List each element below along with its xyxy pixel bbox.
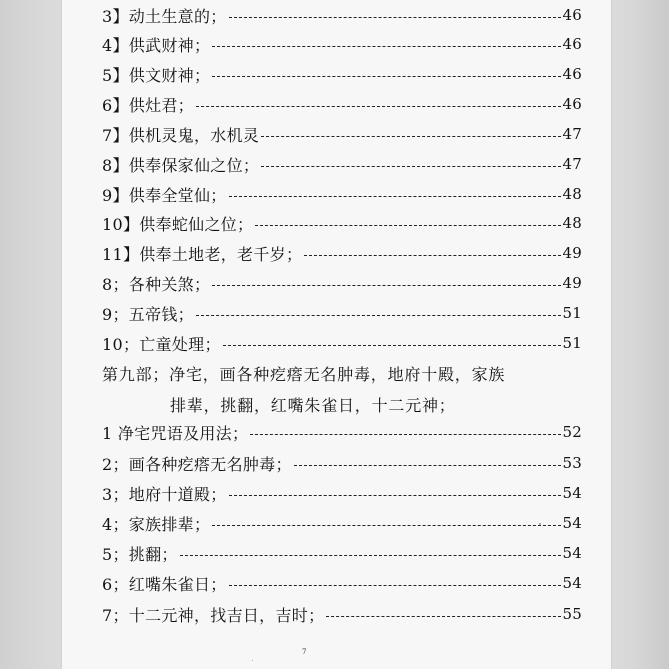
toc-entry bbox=[102, 271, 582, 295]
toc-entry-label: 8；各种关煞； bbox=[102, 274, 211, 294]
toc-entry-page: 47 bbox=[562, 155, 582, 173]
toc-entry-label: 7】供机灵鬼，水机灵 bbox=[102, 125, 260, 145]
toc-entry bbox=[102, 241, 582, 265]
toc-dot-leader bbox=[212, 525, 560, 526]
toc-entry bbox=[102, 3, 582, 27]
toc-entry-page: 53 bbox=[562, 454, 582, 472]
toc-entry-label: 4】供武财神； bbox=[102, 35, 211, 55]
toc-entry-label: 1 净宅咒语及用法； bbox=[102, 423, 249, 443]
toc-dot-leader bbox=[212, 76, 560, 77]
toc-entry bbox=[102, 182, 582, 206]
toc-dot-leader bbox=[229, 17, 561, 18]
toc-entry-page: 49 bbox=[562, 274, 582, 292]
toc-entry-page: 48 bbox=[562, 214, 582, 232]
toc-entry-page: 52 bbox=[562, 423, 582, 441]
toc-dot-leader bbox=[212, 285, 560, 286]
toc-entry-page: 46 bbox=[562, 35, 582, 53]
toc-entry-page: 54 bbox=[562, 544, 582, 562]
toc-entry-label: 10】供奉蛇仙之位； bbox=[102, 214, 254, 234]
toc-entry-label: 5；挑翻； bbox=[102, 544, 178, 564]
toc-dot-leader bbox=[223, 345, 561, 346]
toc-dot-leader bbox=[180, 555, 561, 556]
toc-entry-page: 54 bbox=[562, 574, 582, 592]
toc-entry-label: 3】动土生意的； bbox=[102, 6, 227, 26]
toc-entry-label: 7；十二元神，找吉日，吉时； bbox=[102, 605, 325, 625]
toc-entry-label: 4；家族排辈； bbox=[102, 514, 211, 534]
toc-entry-page: 47 bbox=[562, 125, 582, 143]
toc-dot-leader bbox=[212, 46, 560, 47]
toc-entry-label: 2；画各种疙瘩无名肿毒； bbox=[102, 454, 292, 474]
toc-entry-page: 54 bbox=[562, 514, 582, 532]
toc-entry-label: 6】供灶君； bbox=[102, 95, 194, 115]
toc-dot-leader bbox=[229, 196, 561, 197]
toc-entry-label: 11】供奉土地老，老千岁； bbox=[102, 244, 303, 264]
document-page bbox=[62, 0, 611, 669]
toc-entry-page: 46 bbox=[562, 95, 582, 113]
toc-entry-label: 9】供奉全堂仙； bbox=[102, 185, 227, 205]
toc-entry-label: 5】供文财神； bbox=[102, 65, 211, 85]
toc-entry bbox=[102, 152, 582, 176]
toc-entry bbox=[102, 541, 582, 565]
toc-dot-leader bbox=[196, 106, 561, 107]
toc-entry-label: 3；地府十道殿； bbox=[102, 484, 227, 504]
toc-entry-page: 54 bbox=[562, 484, 582, 502]
toc-entry bbox=[102, 481, 582, 505]
scan-speck bbox=[539, 523, 541, 525]
toc-dot-leader bbox=[304, 255, 560, 256]
toc-dot-leader bbox=[261, 136, 560, 137]
toc-dot-leader bbox=[229, 585, 561, 586]
toc-entry bbox=[102, 602, 582, 626]
toc-entry bbox=[102, 301, 582, 325]
toc-entry bbox=[102, 92, 582, 116]
toc-dot-leader bbox=[250, 434, 560, 435]
toc-entry bbox=[102, 571, 582, 595]
part-heading-line1: 第九部；净宅，画各种疙瘩无名肿毒，地府十殿，家族 bbox=[102, 365, 506, 384]
part-heading-line2: 排辈，挑翻，红嘴朱雀日，十二元神； bbox=[170, 396, 456, 415]
toc-entry-label: 6；红嘴朱雀日； bbox=[102, 574, 227, 594]
toc-entry-label: 10；亡童处理； bbox=[102, 334, 221, 354]
toc-entry-page: 48 bbox=[562, 185, 582, 203]
toc-dot-leader bbox=[229, 495, 561, 496]
toc-entry-page: 46 bbox=[562, 6, 582, 24]
right-page-margin bbox=[611, 0, 669, 669]
toc-entry bbox=[102, 511, 582, 535]
toc-entry-label: 9；五帝钱； bbox=[102, 304, 194, 324]
toc-entry bbox=[102, 331, 582, 355]
scan-speck bbox=[252, 660, 253, 661]
toc-dot-leader bbox=[326, 616, 560, 617]
toc-entry bbox=[102, 420, 582, 444]
toc-entry-page: 49 bbox=[562, 244, 582, 262]
left-page-margin bbox=[0, 0, 62, 669]
toc-entry bbox=[102, 62, 582, 86]
toc-entry bbox=[102, 211, 582, 235]
toc-dot-leader bbox=[261, 166, 560, 167]
toc-entry-page: 55 bbox=[562, 605, 582, 623]
toc-entry-page: 46 bbox=[562, 65, 582, 83]
toc-dot-leader bbox=[196, 315, 561, 316]
toc-entry bbox=[102, 451, 582, 475]
toc-dot-leader bbox=[255, 225, 560, 226]
toc-entry-label: 8】供奉保家仙之位； bbox=[102, 155, 260, 175]
toc-entry-page: 51 bbox=[562, 304, 582, 322]
toc-entry-page: 51 bbox=[562, 334, 582, 352]
page-number: 7 bbox=[302, 648, 307, 656]
toc-dot-leader bbox=[294, 465, 561, 466]
toc-entry bbox=[102, 32, 582, 56]
toc-entry bbox=[102, 122, 582, 146]
